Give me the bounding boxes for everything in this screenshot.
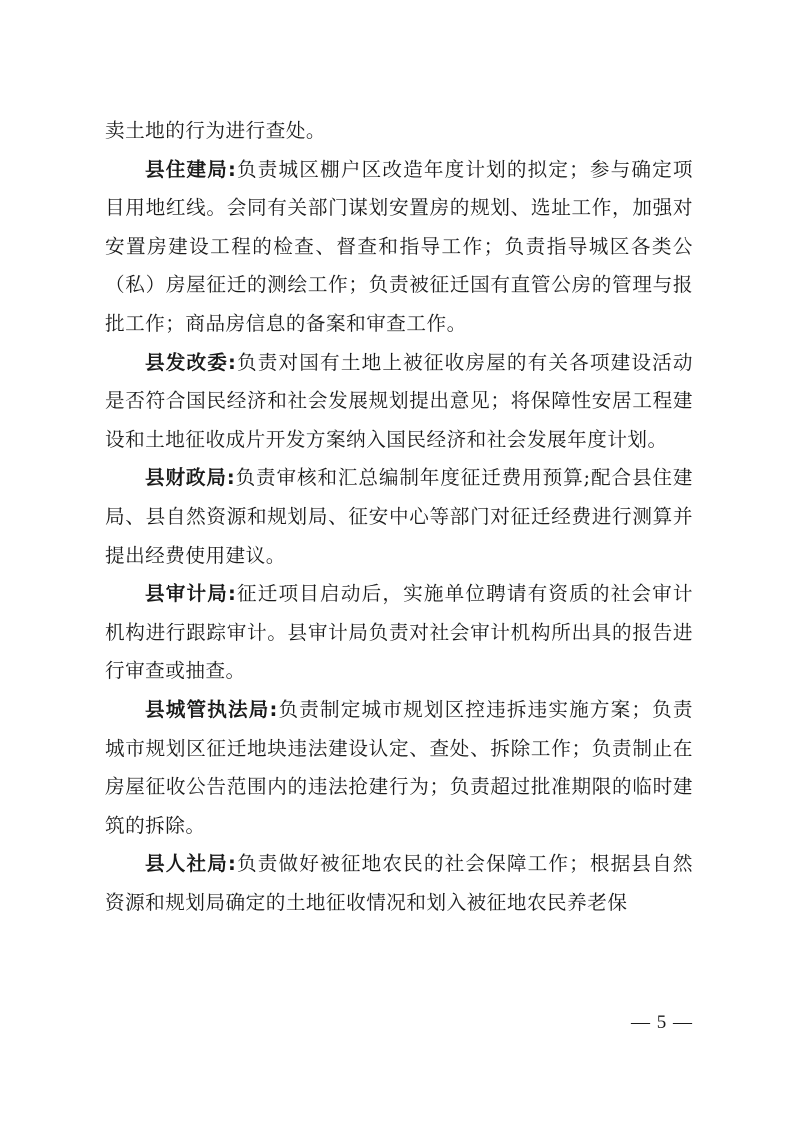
paragraph-2 bbox=[105, 151, 693, 344]
paragraph-7-label: 县人社局: bbox=[145, 852, 237, 876]
paragraph-2-label: 县住建局: bbox=[145, 157, 237, 181]
paragraph-6 bbox=[105, 691, 693, 845]
paragraph-5-text: 征迁项目启动后，实施单位聘请有资质的社会审计机构进行跟踪审计。县审计局负责对社会审计机构所出具的报告进行审查或抽查。 bbox=[105, 582, 694, 683]
paragraph-6-text: 负责制定城市规划区控违拆违实施方案；负责城市规划区征迁地块违法建设认定、查处、拆除工作；负责制止在房屋征收公告范围内的违法抢建行为；负责超过批准期限的临时建筑的拆除。 bbox=[105, 697, 693, 837]
paragraph-2-text: 负责城区棚户区改造年度计划的拟定；参与确定项目用地红线。会同有关部门谋划安置房的规划、选址工作，加强对安置房建设工程的检查、督查和指导工作；负责指导城区各类公（私）房屋征迁的测绘工作；负责被征迁国有直管公房的管理与报批工作；商品房信息的备案和审查工作。 bbox=[105, 157, 694, 335]
paragraph-6-label: 县城管执法局: bbox=[145, 697, 278, 721]
paragraph-7 bbox=[105, 845, 693, 922]
paragraph-3-text: 负责对国有土地上被征收房屋的有关各项建设活动是否符合国民经济和社会发展规划提出意见；将保障性安居工程建设和土地征收成片开发方案纳入国民经济和社会发展年度计划。 bbox=[105, 350, 694, 451]
paragraph-5-label: 县审计局: bbox=[145, 582, 237, 606]
paragraph-5 bbox=[105, 575, 693, 691]
paragraph-4-label: 县财政局: bbox=[145, 466, 236, 490]
paragraph-4 bbox=[105, 459, 693, 575]
page-number: — 5 — bbox=[631, 1012, 693, 1033]
paragraph-4-text: 负责审核和汇总编制年度征迁费用预算;配合县住建局、县自然资源和规划局、征安中心等部门对征迁经费进行测算并提出经费使用建议。 bbox=[105, 466, 693, 567]
paragraph-1 bbox=[105, 112, 693, 151]
document-page bbox=[105, 112, 693, 922]
paragraph-3-label: 县发改委: bbox=[145, 350, 237, 374]
paragraph-7-text: 负责做好被征地农民的社会保障工作；根据县自然资源和规划局确定的土地征收情况和划入被征地农民养老保 bbox=[105, 852, 694, 914]
paragraph-3 bbox=[105, 344, 693, 460]
paragraph-1-text: 卖土地的行为进行查处。 bbox=[105, 119, 327, 142]
